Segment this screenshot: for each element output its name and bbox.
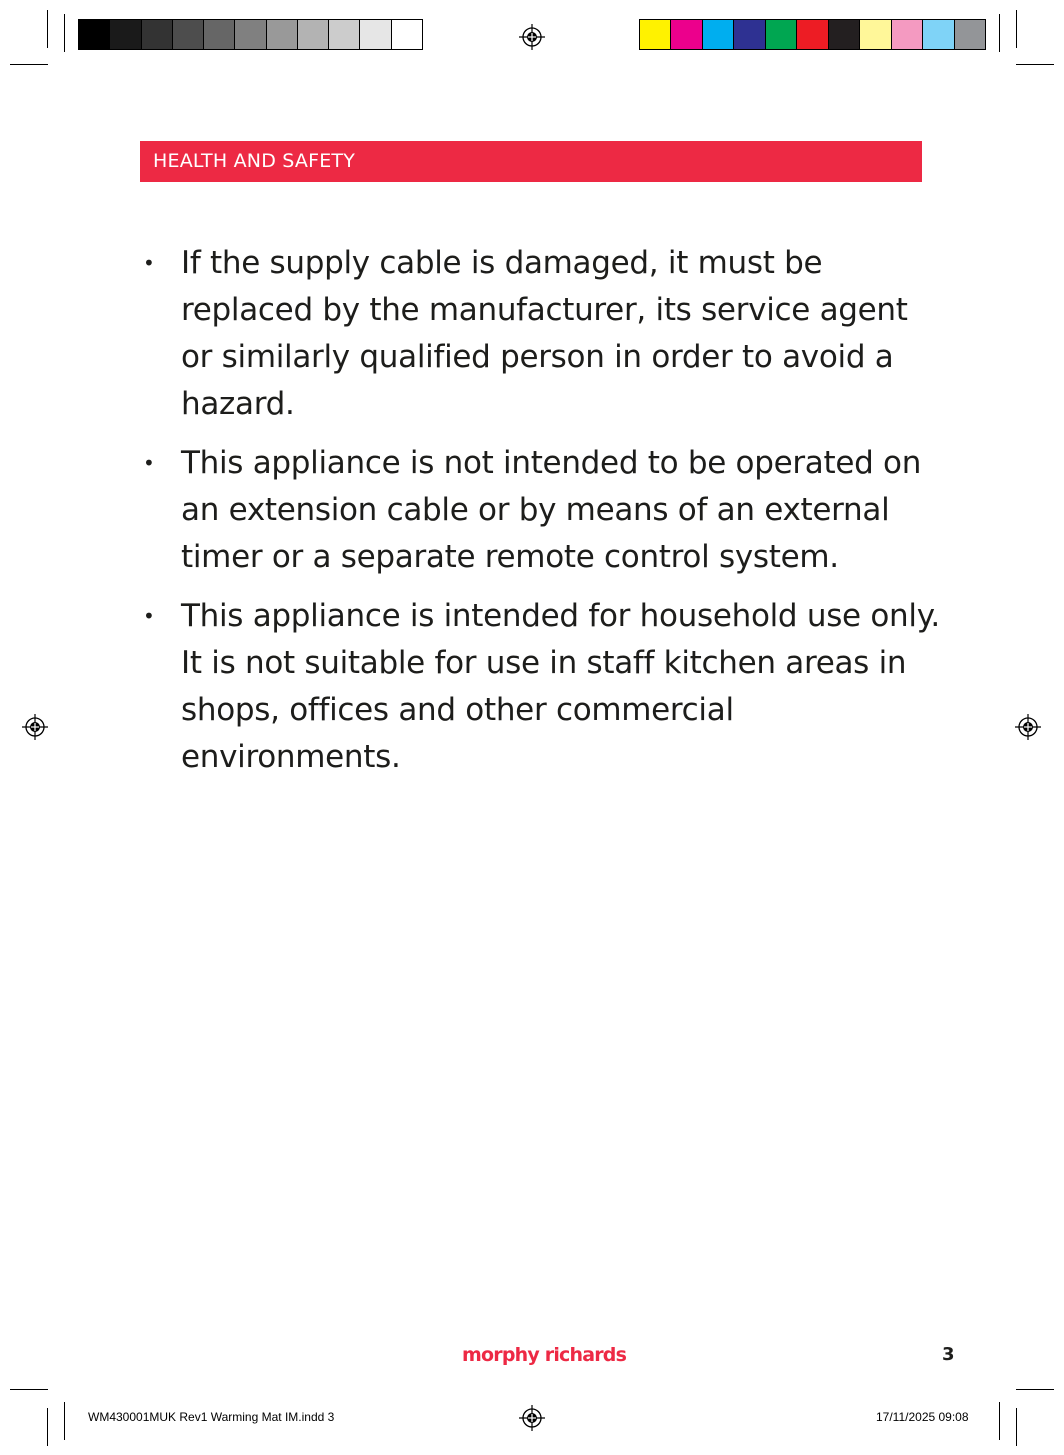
color-swatch	[766, 20, 797, 49]
bullet-text: This appliance is not intended to be operated on an extension cable or by means of an external timer or a separate remote control system.	[181, 445, 922, 575]
crop-mark-bottom-right-h	[1016, 1389, 1054, 1390]
color-swatch	[110, 20, 141, 49]
slug-timestamp: 17/11/2025 09:08	[876, 1410, 969, 1424]
list-item	[140, 440, 940, 581]
color-swatch	[797, 20, 828, 49]
crop-mark-top-right-h	[1016, 64, 1054, 65]
crop-mark-bottom-left-h	[10, 1389, 48, 1390]
safety-bullet-list	[140, 240, 940, 793]
crop-mark-top-left-h	[10, 64, 48, 65]
color-swatch	[829, 20, 860, 49]
registration-mark-right-icon	[1015, 714, 1041, 740]
bullet-text: If the supply cable is damaged, it must be replaced by the manufacturer, its service agent or similarly qualified person in order to avoid a hazard.	[181, 245, 908, 422]
registration-mark-bottom-icon	[519, 1405, 545, 1431]
grayscale-color-bar	[78, 19, 423, 50]
color-swatch	[267, 20, 298, 49]
color-swatch	[298, 20, 329, 49]
bullet-marker: •	[143, 604, 155, 628]
bullet-marker: •	[143, 451, 155, 475]
crop-mark-top-inner-left	[64, 14, 65, 52]
registration-mark-top-icon	[519, 24, 545, 50]
crop-mark-top-inner-right	[999, 14, 1000, 52]
section-header	[140, 141, 922, 182]
bullet-marker: •	[143, 251, 155, 275]
color-swatch	[392, 20, 422, 49]
color-swatch	[734, 20, 765, 49]
page-number: 3	[942, 1344, 955, 1365]
brand-logo: morphy richards	[462, 1344, 627, 1366]
crop-mark-top-left-v	[47, 10, 48, 48]
crop-mark-bottom-left-v	[47, 1408, 48, 1446]
section-title: HEALTH AND SAFETY	[153, 150, 356, 172]
color-swatch	[892, 20, 923, 49]
crop-mark-top-right-v	[1016, 10, 1017, 48]
color-swatch	[142, 20, 173, 49]
color-swatch	[360, 20, 391, 49]
color-swatch	[640, 20, 671, 49]
color-swatch	[860, 20, 891, 49]
color-swatch	[923, 20, 954, 49]
cmyk-color-bar	[639, 19, 986, 50]
color-swatch	[955, 20, 985, 49]
registration-mark-left-icon	[22, 714, 48, 740]
color-swatch	[329, 20, 360, 49]
list-item	[140, 593, 940, 781]
color-swatch	[671, 20, 702, 49]
slug-filename: WM430001MUK Rev1 Warming Mat IM.indd 3	[88, 1410, 335, 1424]
color-swatch	[235, 20, 266, 49]
color-swatch	[79, 20, 110, 49]
list-item	[140, 240, 940, 428]
crop-mark-bottom-inner-right	[999, 1402, 1000, 1440]
bullet-text: This appliance is intended for household use only. It is not suitable for use in staff kitchen areas in shops, offices and other commercial environments.	[181, 598, 940, 775]
color-swatch	[204, 20, 235, 49]
color-swatch	[173, 20, 204, 49]
color-swatch	[703, 20, 734, 49]
crop-mark-bottom-inner-left	[64, 1402, 65, 1440]
crop-mark-bottom-right-v	[1016, 1408, 1017, 1446]
